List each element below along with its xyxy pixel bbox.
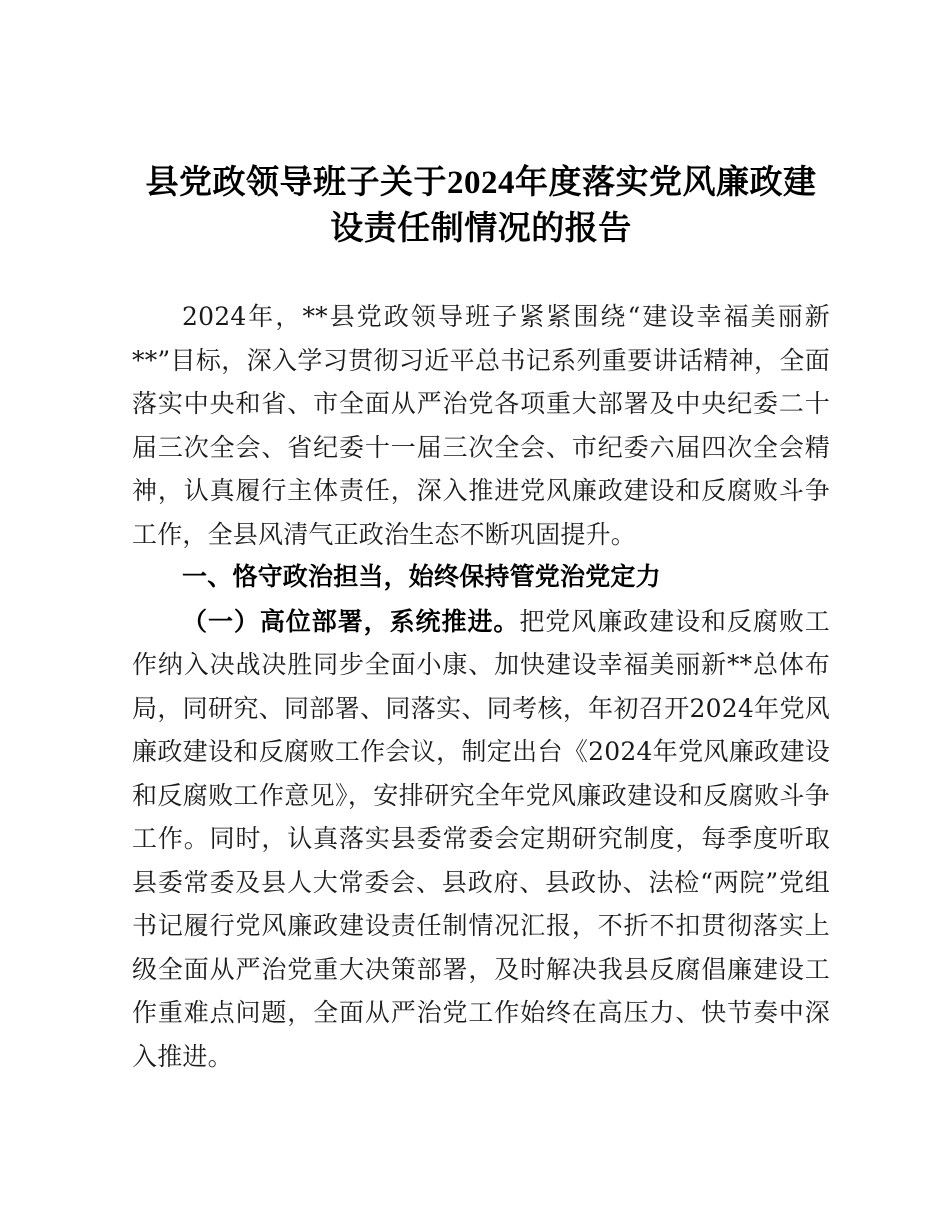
page-title: 县党政领导班子关于2024年度落实党风廉政建设责任制情况的报告 <box>145 165 817 247</box>
subsection-lead-in: （一）高位部署，系统推进。 <box>182 606 520 636</box>
document-content <box>132 0 830 1078</box>
paragraph-opening: 2024年，**县党政领导班子紧紧围绕“建设幸福美丽新**”目标，深入学习贯彻习近平总书记系列重要讲话精神，全面落实中央和省、市全面从严治党各项重大部署及中央纪委二十届三次全会、省纪委十一届三次全会、市纪委六届四次全会精神，认真履行主体责任，深入推进党风廉政建设和反腐败斗争工作，全县风清气正政治生态不断巩固提升。 <box>132 302 830 549</box>
paragraph-section-one <box>132 600 830 1079</box>
subsection-body-text: 把党风廉政建设和反腐败工作纳入决战决胜同步全面小康、加快建设幸福美丽新**总体布局，同研究、同部署、同落实、同考核，年初召开2024年党风廉政建设和反腐败工作会议，制定出台《2024年党风廉政建设和反腐败工作意见》，安排研究全年党风廉政建设和反腐败斗争工作。同时，认真落实县委常委会定期研究制度，每季度听取县委常委及县人大常委会、县政府、县政协、法检“两院”党组书记履行党风廉政建设责任制情况汇报，不折不扣贯彻落实上级全面从严治党重大决策部署，及时解决我县反腐倡廉建设工作重难点问题，全面从严治党工作始终在高压力、快节奏中深入推进。 <box>132 606 830 1071</box>
section-heading-one: 一、恪守政治担当，始终保持管党治党定力 <box>182 563 661 591</box>
